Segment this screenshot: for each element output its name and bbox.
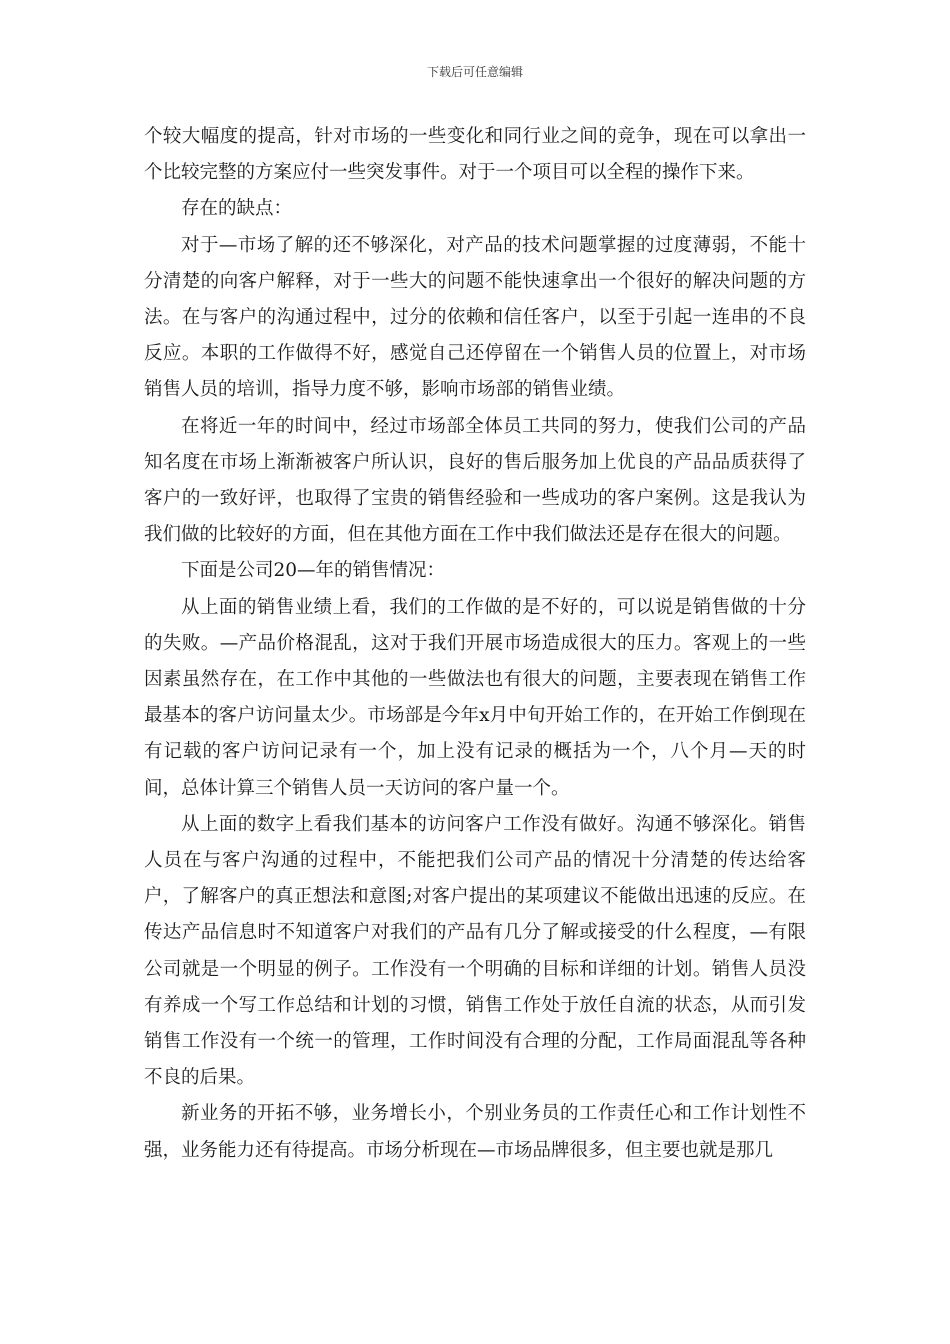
paragraph-new-business: 新业务的开拓不够，业务增长小，个别业务员的工作责任心和工作计划性不强，业务能力还有待提高。市场分析现在—市场品牌很多，但主要也就是那几 bbox=[144, 1103, 806, 1161]
paragraph-sales-intro: 下面是公司20—年的销售情况： bbox=[181, 560, 446, 582]
paragraph-shortcomings-heading: 存在的缺点： bbox=[181, 198, 293, 220]
paragraph-achievements: 在将近一年的时间中，经过市场部全体员工共同的努力，使我们公司的产品知名度在市场上渐渐被客户所认识，良好的售后服务加上优良的产品品质获得了客户的一致好评，也取得了宝贵的销售经验和一些成功的客户案例。这是我认为我们做的比较好的方面，但在其他方面在工作中我们做法还是存在很大的问题。 bbox=[144, 415, 806, 546]
paragraph-sales-performance: 从上面的销售业绩上看，我们的工作做的是不好的，可以说是销售做的十分的失败。—产品价格混乱，这对于我们开展市场造成很大的压力。客观上的一些因素虽然存在，在工作中其他的一些做法也有很大的问题，主要表现在销售工作最基本的客户访问量太少。市场部是今年x月中旬开始工作的，在开始工作倒现在有记载的客户访问记录有一个，加上没有记录的概括为一个，八个月—天的时间，总体计算三个销售人员一天访问的客户量一个。 bbox=[144, 596, 806, 799]
page-header: 下载后可任意编辑 bbox=[426, 65, 523, 79]
paragraph-continuation: 个较大幅度的提高，针对市场的一些变化和同行业之间的竞争，现在可以拿出一个比较完整的方案应付一些突发事件。对于一个项目可以全程的操作下来。 bbox=[144, 126, 806, 184]
paragraph-shortcomings: 对于—市场了解的还不够深化，对产品的技术问题掌握的过度薄弱，不能十分清楚的向客户解释，对于一些大的问题不能快速拿出一个很好的解决问题的方法。在与客户的沟通过程中，过分的依赖和信任客户，以至于引起一连串的不良反应。本职的工作做得不好，感觉自己还停留在一个销售人员的位置上，对市场销售人员的培训，指导力度不够，影响市场部的销售业绩。 bbox=[144, 234, 806, 401]
document-body bbox=[144, 119, 806, 1169]
paragraph-communication: 从上面的数字上看我们基本的访问客户工作没有做好。沟通不够深化。销售人员在与客户沟通的过程中，不能把我们公司产品的情况十分清楚的传达给客户，了解客户的真正想法和意图;对客户提出的某项建议不能做出迅速的反应。在传达产品信息时不知道客户对我们的产品有几分了解或接受的什么程度，—有限公司就是一个明显的例子。工作没有一个明确的目标和详细的计划。销售人员没有养成一个写工作总结和计划的习惯，销售工作处于放任自流的状态，从而引发销售工作没有一个统一的管理，工作时间没有合理的分配，工作局面混乱等各种不良的后果。 bbox=[144, 813, 806, 1089]
